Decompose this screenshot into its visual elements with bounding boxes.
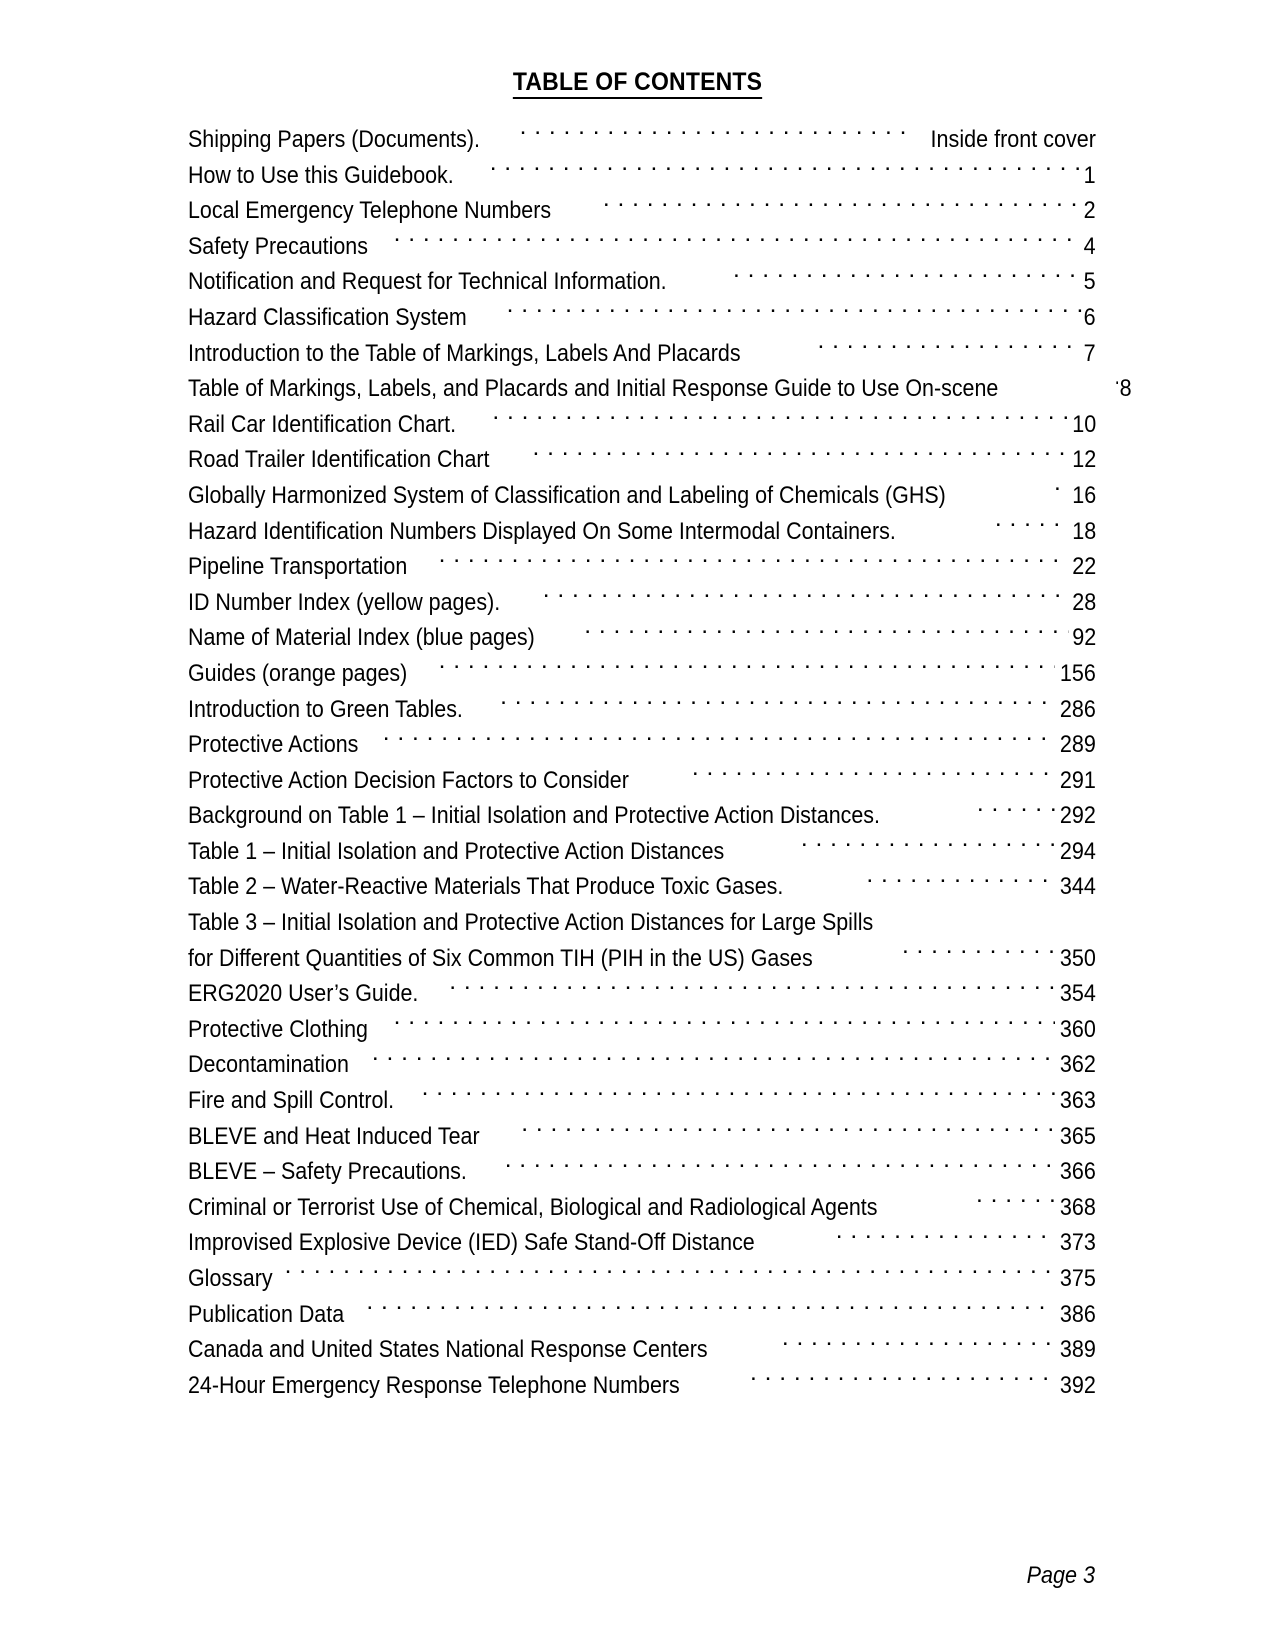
toc-entry-label: BLEVE – Safety Precautions. — [188, 1158, 467, 1186]
toc-entry-page-number: 7 — [1083, 339, 1096, 367]
toc-entry-page-number: 291 — [1060, 766, 1096, 794]
toc-entry[interactable] — [188, 905, 1096, 976]
toc-entry-label: ERG2020 User’s Guide. — [188, 980, 419, 1008]
toc-entry[interactable] — [188, 1225, 1096, 1261]
toc-entry-label: Shipping Papers (Documents). — [188, 126, 480, 153]
toc-entry-page-number: 286 — [1060, 695, 1096, 723]
toc-entry[interactable] — [188, 549, 1096, 585]
leader-dots — [505, 1155, 1055, 1180]
toc-entry-label: 24-Hour Emergency Response Telephone Numbers — [188, 1371, 680, 1399]
leader-dots — [866, 870, 1055, 895]
toc-entry-label: Guides (orange pages) — [188, 659, 408, 687]
leader-dots — [836, 1226, 1055, 1251]
leader-dots — [801, 834, 1055, 859]
page-title — [51, 68, 1224, 97]
leader-dots — [750, 1368, 1055, 1393]
toc-entry[interactable] — [188, 442, 1096, 478]
toc-entry[interactable] — [188, 976, 1096, 1012]
toc-entry[interactable] — [188, 1297, 1096, 1333]
toc-entry-label-line1: Table 3 – Initial Isolation and Protective Action Distances for Large Spills — [188, 909, 874, 937]
toc-entry-label: Table 1 – Initial Isolation and Protective Action Distances — [188, 837, 725, 865]
toc-entry[interactable] — [188, 1332, 1096, 1368]
leader-dots — [366, 1297, 1055, 1322]
leader-dots — [995, 514, 1069, 539]
leader-dots — [439, 656, 1056, 681]
toc-entry-page-number: 386 — [1060, 1300, 1096, 1328]
toc-entry[interactable] — [188, 727, 1096, 763]
leader-dots — [902, 941, 1055, 966]
leader-dots — [520, 123, 908, 148]
toc-entry-label: Decontamination — [188, 1051, 349, 1079]
toc-entry-label: Table of Markings, Labels, and Placards and Initial Response Guide to Use On-scene — [188, 375, 999, 403]
leader-dots — [492, 407, 1068, 432]
toc-entry-page-number: 10 — [1072, 410, 1096, 438]
toc-entry[interactable] — [188, 158, 1096, 194]
toc-entry-page-number: 5 — [1083, 268, 1096, 296]
toc-entry-page-number: 4 — [1083, 232, 1096, 260]
toc-entry-page-number: 350 — [1060, 944, 1096, 972]
leader-dots — [394, 1012, 1055, 1037]
toc-entry-label: Safety Precautions — [188, 232, 368, 260]
toc-entry-page-number: 22 — [1072, 553, 1096, 581]
toc-entry[interactable] — [188, 692, 1096, 728]
leader-dots — [977, 799, 1055, 824]
toc-entry-label: Criminal or Terrorist Use of Chemical, Biological and Radiological Agents — [188, 1193, 878, 1221]
toc-entry[interactable] — [188, 1047, 1096, 1083]
leader-dots — [490, 158, 1083, 183]
toc-entry-page-number: 344 — [1060, 873, 1096, 901]
leader-dots — [543, 585, 1069, 610]
toc-entry[interactable] — [188, 834, 1096, 870]
toc-entry-label: BLEVE and Heat Induced Tear — [188, 1122, 480, 1150]
toc-entry-label: Protective Actions — [188, 731, 359, 759]
toc-entry-page-number: 365 — [1060, 1122, 1096, 1150]
toc-entry-label: How to Use this Guidebook. — [188, 161, 454, 189]
toc-entry-page-number: 354 — [1060, 980, 1096, 1008]
toc-entry[interactable] — [188, 1154, 1096, 1190]
toc-entry[interactable] — [188, 1012, 1096, 1048]
toc-entry[interactable] — [188, 798, 1096, 834]
leader-dots — [692, 763, 1055, 788]
leader-dots — [533, 443, 1069, 468]
toc-entry[interactable] — [188, 122, 1096, 158]
leader-dots — [521, 1119, 1055, 1144]
toc-entry[interactable] — [188, 300, 1096, 336]
toc-entry-label: Introduction to Green Tables. — [188, 695, 463, 723]
toc-entry-label: ID Number Index (yellow pages). — [188, 588, 501, 616]
toc-entry-label: Protective Clothing — [188, 1015, 368, 1043]
toc-entry[interactable] — [188, 763, 1096, 799]
toc-entry-page-number: 292 — [1060, 802, 1096, 830]
toc-entry-page-number: 366 — [1060, 1158, 1096, 1186]
leader-dots — [394, 229, 1083, 254]
page-footer: Page 3 — [1026, 1562, 1095, 1589]
toc-entry-page-number: 289 — [1060, 731, 1096, 759]
toc-entry-page-number: 2 — [1083, 197, 1096, 225]
toc-entry-label: Local Emergency Telephone Numbers — [188, 197, 552, 225]
toc-entry[interactable] — [188, 1119, 1096, 1155]
toc-entry-page-number: 6 — [1083, 303, 1096, 331]
toc-entry-page-number: 16 — [1072, 481, 1096, 509]
toc-entry-page-number: 392 — [1060, 1371, 1096, 1399]
toc-entry-page-number: 360 — [1060, 1015, 1096, 1043]
leader-dots — [507, 300, 1083, 325]
toc-entry-page-number: 1 — [1083, 161, 1096, 189]
toc-entry[interactable] — [188, 407, 1096, 443]
toc-entry[interactable] — [188, 264, 1096, 300]
leader-dots — [818, 336, 1083, 361]
toc-entry-page-number: 28 — [1072, 588, 1096, 616]
toc-entry[interactable] — [188, 1083, 1096, 1119]
toc-entry-label: Road Trailer Identification Chart — [188, 446, 490, 474]
toc-entry-list — [188, 122, 1132, 1403]
toc-entry[interactable] — [188, 371, 1132, 407]
leader-dots — [782, 1333, 1055, 1358]
toc-entry[interactable] — [188, 478, 1096, 514]
leader-dots — [584, 621, 1068, 646]
toc-entry-label: Table 2 – Water-Reactive Materials That Produce Toxic Gases. — [188, 873, 784, 901]
toc-entry-label: Rail Car Identification Chart. — [188, 410, 457, 438]
leader-dots — [372, 1048, 1055, 1073]
toc-entry[interactable] — [188, 1261, 1096, 1297]
toc-entry-page-number: 156 — [1060, 659, 1096, 687]
toc-entry-label: Background on Table 1 – Initial Isolation and Protective Action Distances. — [188, 802, 880, 830]
toc-entry[interactable] — [188, 336, 1096, 372]
toc-entry[interactable] — [188, 585, 1096, 621]
leader-dots — [383, 728, 1055, 753]
toc-entry-page-number: 373 — [1060, 1229, 1096, 1257]
toc-entry[interactable] — [188, 1190, 1096, 1226]
toc-entry-page-number: 92 — [1072, 624, 1096, 652]
toc-entry-page-number: Inside front cover — [930, 126, 1096, 153]
toc-entry[interactable] — [188, 656, 1096, 692]
leader-dots — [422, 1084, 1056, 1109]
leader-dots — [439, 550, 1069, 575]
toc-entry-label: Introduction to the Table of Markings, Labels And Placards — [188, 339, 741, 367]
leader-dots — [500, 692, 1055, 717]
leader-dots — [733, 265, 1082, 290]
toc-entry-page-number: 389 — [1060, 1336, 1096, 1364]
leader-dots — [603, 194, 1082, 219]
toc-entry[interactable] — [188, 229, 1096, 265]
toc-entry[interactable] — [188, 620, 1096, 656]
toc-entry-label: Glossary — [188, 1265, 273, 1292]
leader-dots — [1114, 372, 1118, 397]
leader-dots — [285, 1262, 1055, 1287]
toc-entry-page-number: 368 — [1060, 1193, 1096, 1221]
leader-dots — [976, 1190, 1055, 1215]
toc-entry-label-line2: for Different Quantities of Six Common TIH (PIH in the US) Gases — [188, 944, 813, 972]
toc-entry-page-number: 12 — [1072, 446, 1096, 474]
toc-entry-page-number: 362 — [1060, 1051, 1096, 1079]
toc-entry-label: Publication Data — [188, 1300, 345, 1328]
toc-entry-page-number: 18 — [1072, 517, 1096, 545]
toc-entry-label: Pipeline Transportation — [188, 553, 408, 581]
toc-entry-label: Fire and Spill Control. — [188, 1087, 395, 1115]
toc-entry-page-number: 8 — [1119, 375, 1132, 403]
toc-entry[interactable] — [188, 1368, 1096, 1404]
toc-entry-label: Notification and Request for Technical Information. — [188, 268, 667, 296]
page-title-text: TABLE OF CONTENTS — [513, 68, 762, 99]
leader-dots — [1054, 478, 1069, 503]
toc-entry-label: Hazard Identification Numbers Displayed On Some Intermodal Containers. — [188, 517, 896, 545]
toc-entry-label: Hazard Classification System — [188, 303, 467, 331]
leader-dots — [449, 977, 1055, 1002]
toc-entry-label: Name of Material Index (blue pages) — [188, 624, 535, 652]
toc-entry-page-number: 294 — [1060, 837, 1096, 865]
toc-entry-label: Improvised Explosive Device (IED) Safe Stand-Off Distance — [188, 1229, 755, 1257]
toc-entry[interactable] — [188, 869, 1096, 905]
toc-entry[interactable] — [188, 193, 1096, 229]
toc-entry-label: Protective Action Decision Factors to Consider — [188, 766, 629, 794]
toc-entry-page-number: 375 — [1060, 1265, 1096, 1292]
toc-entry[interactable] — [188, 514, 1096, 550]
toc-entry-page-number: 363 — [1060, 1087, 1096, 1115]
toc-entry-label: Canada and United States National Response Centers — [188, 1336, 708, 1364]
toc-entry-label: Globally Harmonized System of Classification and Labeling of Chemicals (GHS) — [188, 481, 946, 509]
